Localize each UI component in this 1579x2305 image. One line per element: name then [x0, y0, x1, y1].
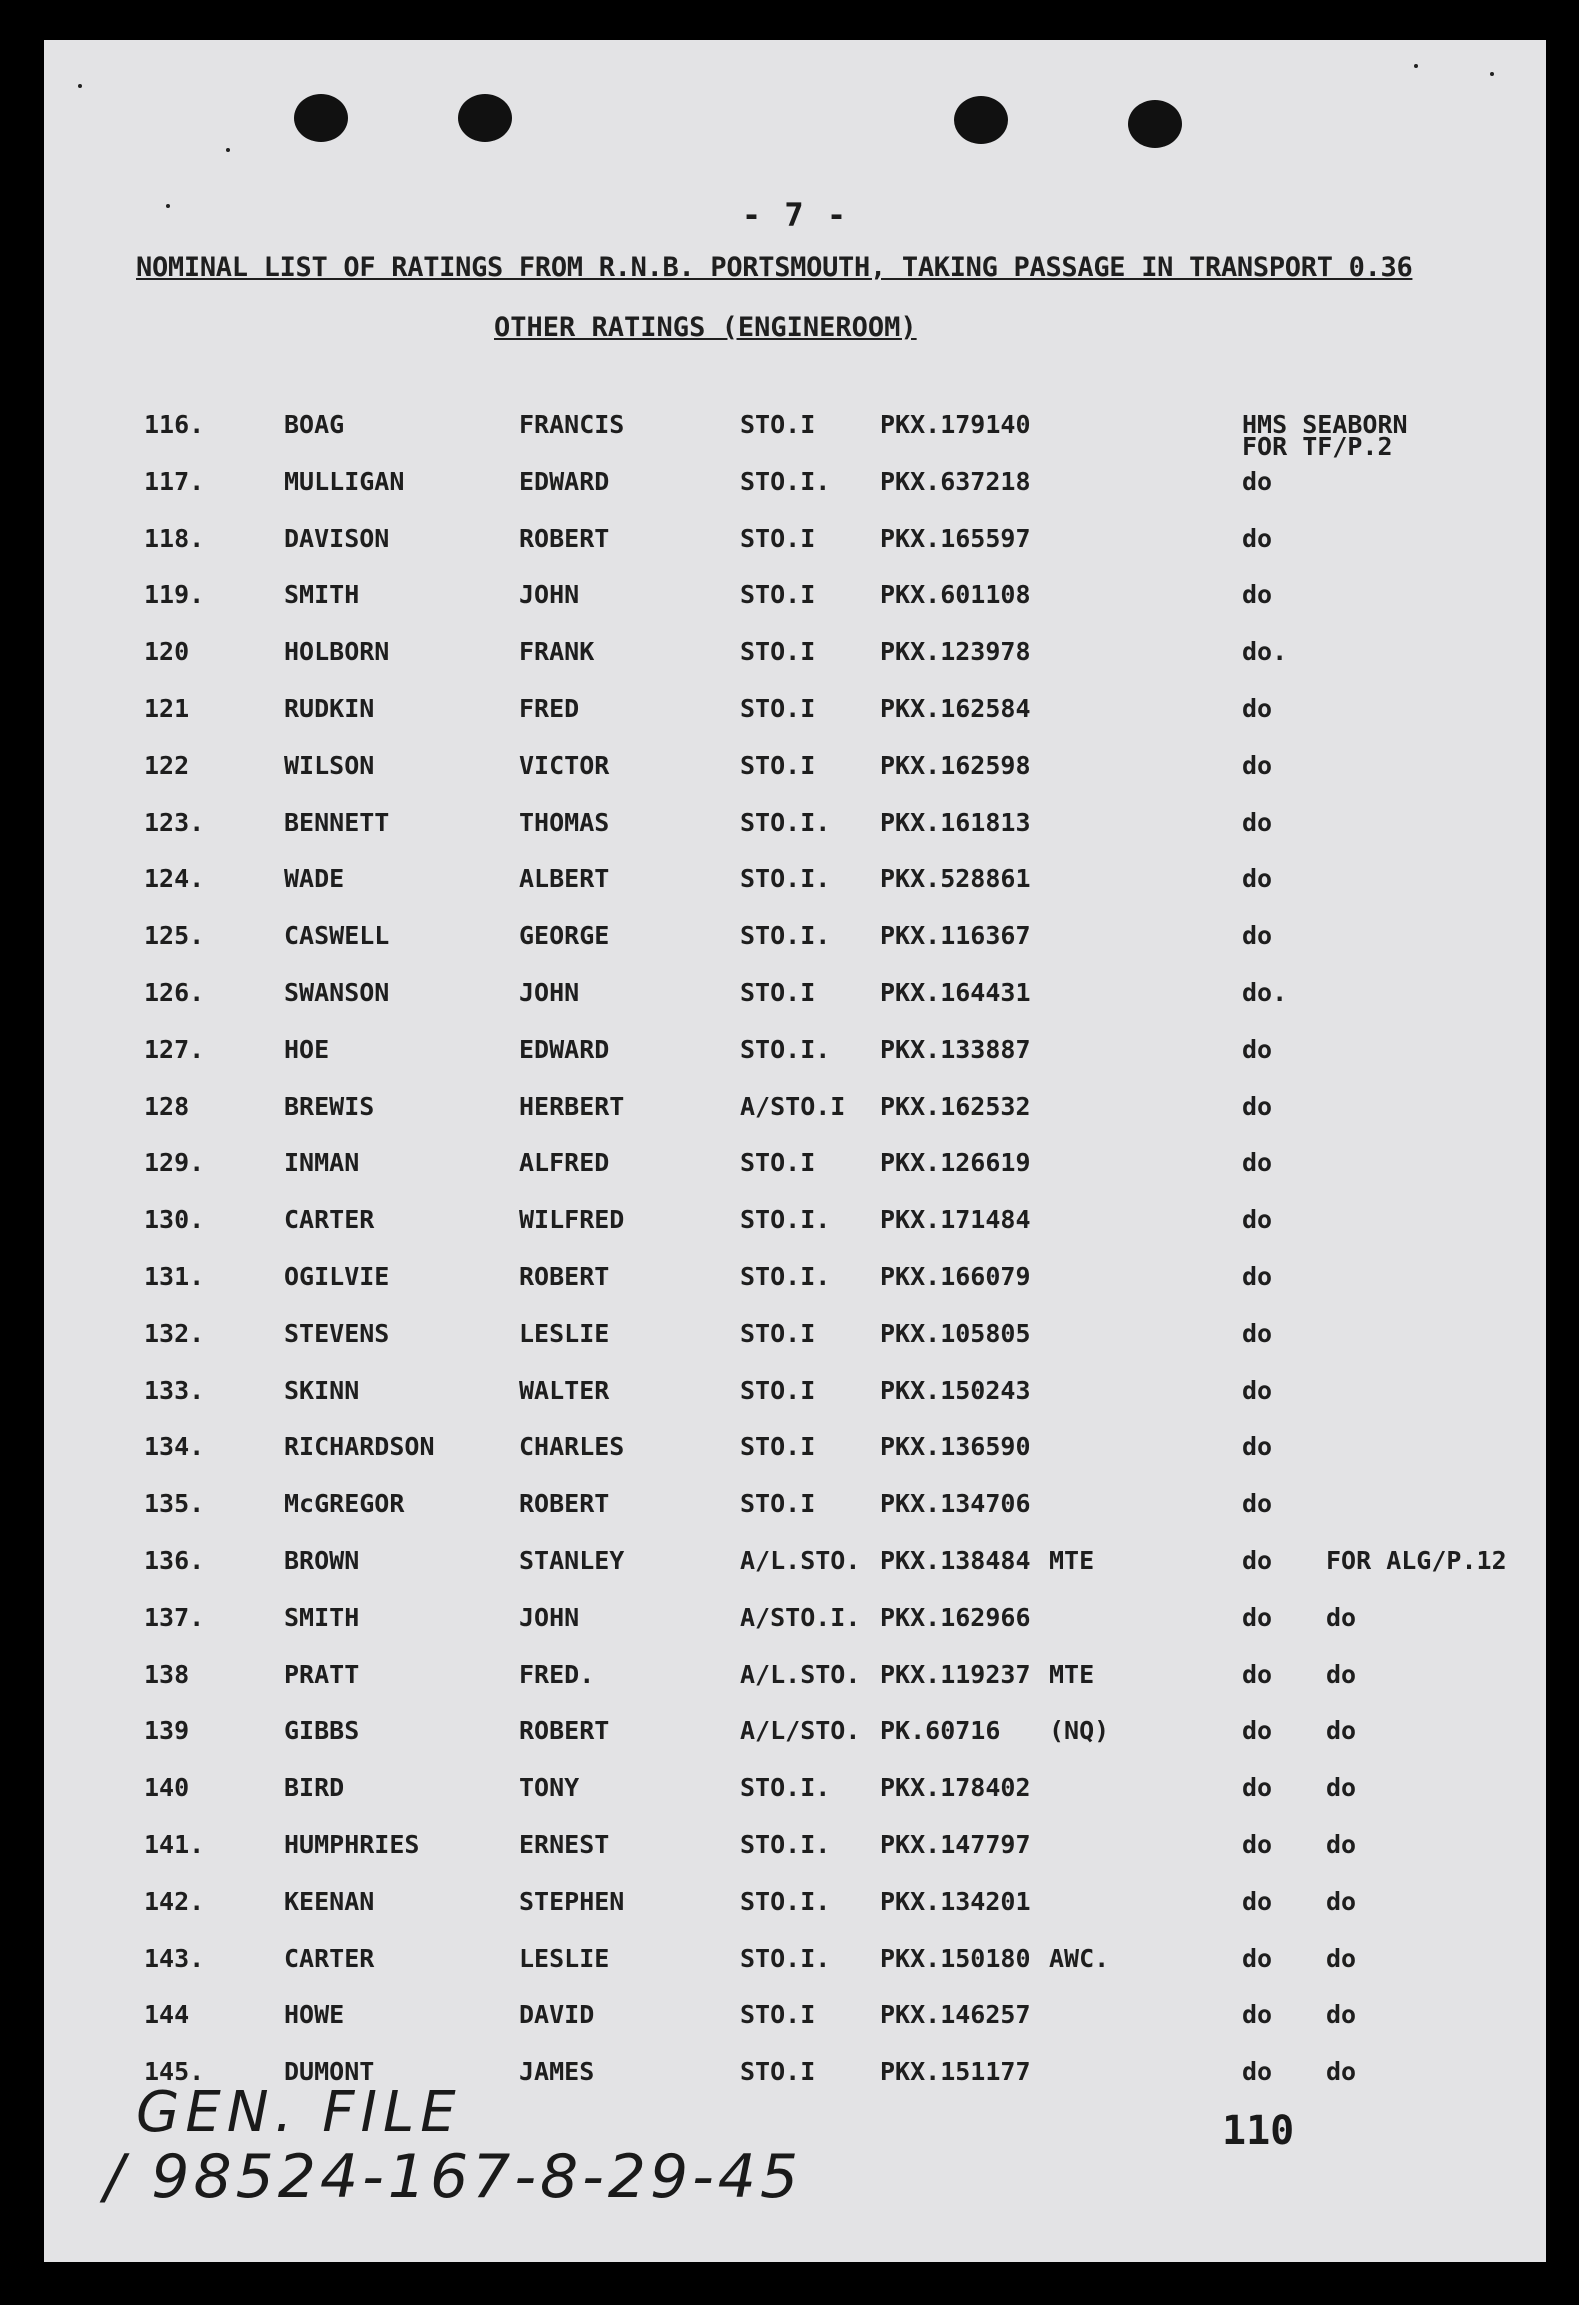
surname: GIBBS: [284, 1716, 360, 1745]
entry-number: 125.: [144, 921, 205, 950]
official-number: PKX.601108: [880, 580, 1031, 609]
entry-number: 129.: [144, 1148, 205, 1177]
destination-continued: FOR TF/P.2: [1242, 432, 1393, 461]
list-row: [44, 1148, 1546, 1188]
destination: do.: [1242, 637, 1288, 666]
first-name: ALBERT: [519, 864, 610, 893]
destination: do: [1242, 1489, 1273, 1518]
first-name: CHARLES: [519, 1432, 625, 1461]
surname: WADE: [284, 864, 345, 893]
entry-number: 126.: [144, 978, 205, 1007]
destination: do: [1242, 1546, 1273, 1575]
list-row: [44, 2000, 1546, 2040]
destination: do: [1242, 1205, 1273, 1234]
rating: STO.I: [740, 2000, 816, 2029]
list-row: [44, 1262, 1546, 1302]
list-row: [44, 1489, 1546, 1529]
surname: DAVISON: [284, 524, 390, 553]
official-number: PKX.162966: [880, 1603, 1031, 1632]
entry-number: 124.: [144, 864, 205, 893]
first-name: LESLIE: [519, 1319, 610, 1348]
destination: do: [1242, 1319, 1273, 1348]
destination: do: [1242, 580, 1273, 609]
entry-number: 132.: [144, 1319, 205, 1348]
surname: CARTER: [284, 1944, 375, 1973]
surname: WILSON: [284, 751, 375, 780]
official-number: PKX.164431: [880, 978, 1031, 1007]
entry-number: 135.: [144, 1489, 205, 1518]
first-name: THOMAS: [519, 808, 610, 837]
rating: STO.I: [740, 1432, 816, 1461]
official-number: PK.60716: [880, 1716, 1001, 1745]
rating: STO.I.: [740, 1887, 831, 1916]
list-row: [44, 1773, 1546, 1813]
entry-number: 134.: [144, 1432, 205, 1461]
entry-number: 145.: [144, 2057, 205, 2086]
list-row: [44, 580, 1546, 620]
destination: do.: [1242, 978, 1288, 1007]
first-name: LESLIE: [519, 1944, 610, 1973]
surname: SWANSON: [284, 978, 390, 1007]
forwarding-note: do: [1326, 2000, 1357, 2029]
destination: do: [1242, 524, 1273, 553]
official-number: PKX.150180: [880, 1944, 1031, 1973]
list-row: [44, 921, 1546, 961]
destination: do: [1242, 1376, 1273, 1405]
first-name: HERBERT: [519, 1092, 625, 1121]
list-row: [44, 864, 1546, 904]
surname: HOLBORN: [284, 637, 390, 666]
first-name: ROBERT: [519, 524, 610, 553]
list-row: [44, 978, 1546, 1018]
destination: do: [1242, 1887, 1273, 1916]
forwarding-note: do: [1326, 1603, 1357, 1632]
rating: STO.I: [740, 751, 816, 780]
list-row: [44, 1035, 1546, 1075]
rating: STO.I.: [740, 808, 831, 837]
destination: do: [1242, 2000, 1273, 2029]
official-number: PKX.123978: [880, 637, 1031, 666]
rating: STO.I.: [740, 1035, 831, 1064]
official-number: PKX.528861: [880, 864, 1031, 893]
rating: STO.I: [740, 2057, 816, 2086]
remark: MTE: [1049, 1660, 1095, 1689]
destination: do: [1242, 1035, 1273, 1064]
official-number: PKX.161813: [880, 808, 1031, 837]
entry-number: 123.: [144, 808, 205, 837]
destination: do: [1242, 864, 1273, 893]
official-number: PKX.166079: [880, 1262, 1031, 1291]
rating: STO.I: [740, 694, 816, 723]
surname: BENNETT: [284, 808, 390, 837]
destination: do: [1242, 2057, 1273, 2086]
official-number: PKX.178402: [880, 1773, 1031, 1802]
first-name: TONY: [519, 1773, 580, 1802]
official-number: PKX.134706: [880, 1489, 1031, 1518]
entry-number: 142.: [144, 1887, 205, 1916]
first-name: FRANK: [519, 637, 595, 666]
surname: SMITH: [284, 1603, 360, 1632]
entry-number: 143.: [144, 1944, 205, 1973]
entry-number: 139: [144, 1716, 190, 1745]
forwarding-note: do: [1326, 1830, 1357, 1859]
official-number: PKX.162598: [880, 751, 1031, 780]
destination: do: [1242, 1773, 1273, 1802]
speck-icon: [1414, 64, 1418, 68]
surname: DUMONT: [284, 2057, 375, 2086]
rating: STO.I: [740, 637, 816, 666]
document-page: [44, 40, 1546, 2262]
document-heading: NOMINAL LIST OF RATINGS FROM R.N.B. PORTSMOUTH, TAKING PASSAGE IN TRANSPORT 0.36: [136, 252, 1413, 283]
first-name: ROBERT: [519, 1262, 610, 1291]
entry-number: 137.: [144, 1603, 205, 1632]
entry-number: 122: [144, 751, 190, 780]
surname: PRATT: [284, 1660, 360, 1689]
entry-number: 117.: [144, 467, 205, 496]
first-name: ROBERT: [519, 1716, 610, 1745]
first-name: JAMES: [519, 2057, 595, 2086]
entry-number: 127.: [144, 1035, 205, 1064]
surname: McGREGOR: [284, 1489, 405, 1518]
rating: STO.I.: [740, 864, 831, 893]
first-name: STANLEY: [519, 1546, 625, 1575]
destination: do: [1242, 1148, 1273, 1177]
official-number: PKX.134201: [880, 1887, 1031, 1916]
official-number: PKX.179140: [880, 410, 1031, 439]
list-row: [44, 1319, 1546, 1359]
list-row: [44, 1603, 1546, 1643]
list-row: [44, 524, 1546, 564]
rating: STO.I.: [740, 467, 831, 496]
destination: do: [1242, 1944, 1273, 1973]
official-number: PKX.147797: [880, 1830, 1031, 1859]
speck-icon: [1490, 72, 1494, 76]
destination: do: [1242, 921, 1273, 950]
rating: STO.I: [740, 978, 816, 1007]
rating: STO.I: [740, 1489, 816, 1518]
entry-number: 130.: [144, 1205, 205, 1234]
handwritten-file-label: GEN. FILE: [136, 2080, 462, 2145]
list-row: [44, 1546, 1546, 1586]
surname: CASWELL: [284, 921, 390, 950]
forwarding-note: do: [1326, 1887, 1357, 1916]
official-number: PKX.165597: [880, 524, 1031, 553]
surname: BIRD: [284, 1773, 345, 1802]
forwarding-note: do: [1326, 1716, 1357, 1745]
rating: STO.I: [740, 410, 816, 439]
list-row: [44, 751, 1546, 791]
list-row: [44, 467, 1546, 507]
rating: STO.I: [740, 524, 816, 553]
list-row: [44, 1887, 1546, 1927]
entry-number: 128: [144, 1092, 190, 1121]
first-name: JOHN: [519, 580, 580, 609]
official-number: PKX.116367: [880, 921, 1031, 950]
remark: MTE: [1049, 1546, 1095, 1575]
destination: HMS SEABORN: [1242, 410, 1408, 439]
rating: A/STO.I.: [740, 1603, 861, 1632]
official-number: PKX.151177: [880, 2057, 1031, 2086]
destination: do: [1242, 1432, 1273, 1461]
entry-number: 133.: [144, 1376, 205, 1405]
speck-icon: [226, 148, 230, 152]
first-name: EDWARD: [519, 467, 610, 496]
surname: SKINN: [284, 1376, 360, 1405]
first-name: ROBERT: [519, 1489, 610, 1518]
first-name: GEORGE: [519, 921, 610, 950]
list-row: [44, 1830, 1546, 1870]
forwarding-note: do: [1326, 2057, 1357, 2086]
destination: do: [1242, 467, 1273, 496]
surname: STEVENS: [284, 1319, 390, 1348]
official-number: PKX.133887: [880, 1035, 1031, 1064]
rating: STO.I: [740, 1376, 816, 1405]
list-row: [44, 410, 1546, 461]
rating: STO.I: [740, 580, 816, 609]
destination: do: [1242, 1262, 1273, 1291]
surname: BREWIS: [284, 1092, 375, 1121]
list-row: [44, 694, 1546, 734]
surname: BOAG: [284, 410, 345, 439]
destination: do: [1242, 1716, 1273, 1745]
surname: KEENAN: [284, 1887, 375, 1916]
surname: MULLIGAN: [284, 467, 405, 496]
rating: A/STO.I: [740, 1092, 846, 1121]
first-name: STEPHEN: [519, 1887, 625, 1916]
entry-number: 116.: [144, 410, 205, 439]
rating: STO.I.: [740, 1944, 831, 1973]
list-row: [44, 1432, 1546, 1472]
entry-number: 131.: [144, 1262, 205, 1291]
first-name: ALFRED: [519, 1148, 610, 1177]
destination: do: [1242, 1092, 1273, 1121]
first-name: JOHN: [519, 1603, 580, 1632]
list-row: [44, 1660, 1546, 1700]
surname: RUDKIN: [284, 694, 375, 723]
official-number: PKX.126619: [880, 1148, 1031, 1177]
first-name: WILFRED: [519, 1205, 625, 1234]
surname: HUMPHRIES: [284, 1830, 420, 1859]
official-number: PKX.105805: [880, 1319, 1031, 1348]
official-number: PKX.171484: [880, 1205, 1031, 1234]
entry-number: 120: [144, 637, 190, 666]
rating: A/L.STO.: [740, 1660, 861, 1689]
stamp-number: 110: [1222, 2108, 1295, 2154]
forwarding-note: FOR ALG/P.12: [1326, 1546, 1507, 1575]
official-number: PKX.637218: [880, 467, 1031, 496]
list-row: [44, 1716, 1546, 1756]
page-number: - 7 -: [741, 196, 849, 234]
entry-number: 118.: [144, 524, 205, 553]
rating: STO.I.: [740, 1205, 831, 1234]
surname: HOE: [284, 1035, 330, 1064]
rating: A/L.STO.: [740, 1546, 861, 1575]
official-number: PKX.146257: [880, 2000, 1031, 2029]
entry-number: 119.: [144, 580, 205, 609]
destination: do: [1242, 1660, 1273, 1689]
surname: OGILVIE: [284, 1262, 390, 1291]
official-number: PKX.162584: [880, 694, 1031, 723]
first-name: JOHN: [519, 978, 580, 1007]
first-name: FRED.: [519, 1660, 595, 1689]
forwarding-note: do: [1326, 1660, 1357, 1689]
rating: STO.I: [740, 1319, 816, 1348]
handwritten-file-number: / 98524-167-8-29-45: [104, 2142, 803, 2212]
remark: (NQ): [1049, 1716, 1110, 1745]
surname: SMITH: [284, 580, 360, 609]
surname: BROWN: [284, 1546, 360, 1575]
list-row: [44, 1092, 1546, 1132]
entry-number: 138: [144, 1660, 190, 1689]
rating: STO.I.: [740, 1830, 831, 1859]
official-number: PKX.136590: [880, 1432, 1031, 1461]
entry-number: 136.: [144, 1546, 205, 1575]
rating: STO.I.: [740, 1773, 831, 1802]
destination: do: [1242, 808, 1273, 837]
punch-hole-icon: [1128, 100, 1182, 148]
entry-number: 140: [144, 1773, 190, 1802]
first-name: WALTER: [519, 1376, 610, 1405]
rating: STO.I.: [740, 921, 831, 950]
forwarding-note: do: [1326, 1944, 1357, 1973]
official-number: PKX.150243: [880, 1376, 1031, 1405]
forwarding-note: do: [1326, 1773, 1357, 1802]
entry-number: 121: [144, 694, 190, 723]
list-row: [44, 1376, 1546, 1416]
first-name: ERNEST: [519, 1830, 610, 1859]
punch-hole-icon: [458, 94, 512, 142]
first-name: FRED: [519, 694, 580, 723]
rating: STO.I.: [740, 1262, 831, 1291]
list-row: [44, 1944, 1546, 1984]
list-row: [44, 637, 1546, 677]
punch-hole-icon: [294, 94, 348, 142]
official-number: PKX.119237: [880, 1660, 1031, 1689]
entry-number: 144: [144, 2000, 190, 2029]
section-subheading: OTHER RATINGS (ENGINEROOM): [494, 312, 917, 343]
first-name: FRANCIS: [519, 410, 625, 439]
first-name: VICTOR: [519, 751, 610, 780]
destination: do: [1242, 751, 1273, 780]
speck-icon: [78, 84, 82, 88]
first-name: DAVID: [519, 2000, 595, 2029]
list-row: [44, 1205, 1546, 1245]
remark: AWC.: [1049, 1944, 1110, 1973]
surname: RICHARDSON: [284, 1432, 435, 1461]
destination: do: [1242, 1603, 1273, 1632]
surname: CARTER: [284, 1205, 375, 1234]
destination: do: [1242, 1830, 1273, 1859]
entry-number: 141.: [144, 1830, 205, 1859]
official-number: PKX.162532: [880, 1092, 1031, 1121]
first-name: EDWARD: [519, 1035, 610, 1064]
punch-hole-icon: [954, 96, 1008, 144]
rating: A/L/STO.: [740, 1716, 861, 1745]
surname: INMAN: [284, 1148, 360, 1177]
official-number: PKX.138484: [880, 1546, 1031, 1575]
rating: STO.I: [740, 1148, 816, 1177]
list-row: [44, 808, 1546, 848]
destination: do: [1242, 694, 1273, 723]
surname: HOWE: [284, 2000, 345, 2029]
